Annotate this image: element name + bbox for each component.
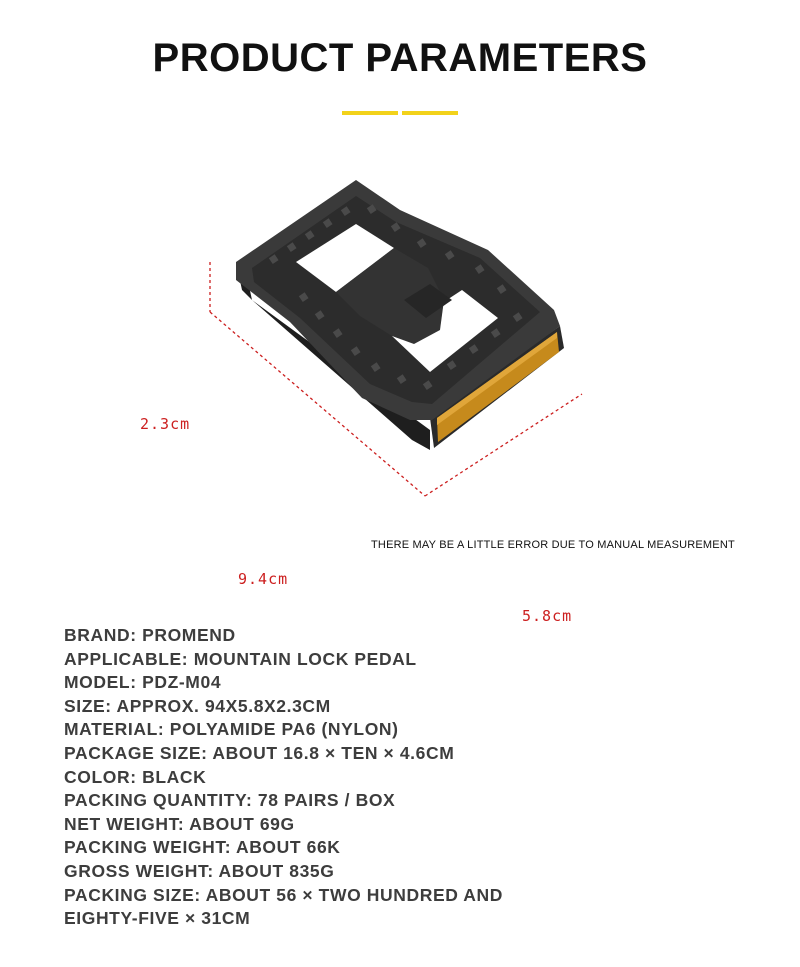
measurement-note: THERE MAY BE A LITTLE ERROR DUE TO MANUAL MEASUREMENT [371,539,735,551]
spec-item: PACKING WEIGHT: ABOUT 66K [64,837,341,858]
spec-item: SIZE: APPROX. 94X5.8X2.3CM [64,695,331,716]
spec-item: GROSS WEIGHT: ABOUT 835G [64,860,335,881]
pedal-body [236,180,564,450]
page-title: PRODUCT PARAMETERS [152,36,648,80]
spec-item: BRAND: PROMEND [64,625,236,645]
title-underline-left [342,111,398,115]
spec-item: COLOR: BLACK [64,766,207,787]
spec-item: PACKAGE SIZE: ABOUT 16.8 × TEN × 4.6CM [64,742,455,763]
spec-item: MATERIAL: POLYAMIDE PA6 (NYLON) [64,719,399,740]
height-dimension-label: 2.3cm [140,415,191,433]
spec-list [64,624,764,931]
spec-item: PACKING QUANTITY: 78 PAIRS / BOX [64,790,396,811]
spec-item: MODEL: PDZ-M04 [64,672,222,693]
length-dimension-label: 9.4cm [238,570,289,588]
pedal-adapter-image [0,150,800,530]
spec-item: APPLICABLE: MOUNTAIN LOCK PEDAL [64,648,417,669]
title-underline-right [402,111,458,115]
spec-item: EIGHTY-FIVE × 31CM [64,908,251,929]
width-dimension-label: 5.8cm [522,607,573,625]
spec-item: NET WEIGHT: ABOUT 69G [64,813,295,834]
spec-item: PACKING SIZE: ABOUT 56 × TWO HUNDRED AND [64,884,503,905]
